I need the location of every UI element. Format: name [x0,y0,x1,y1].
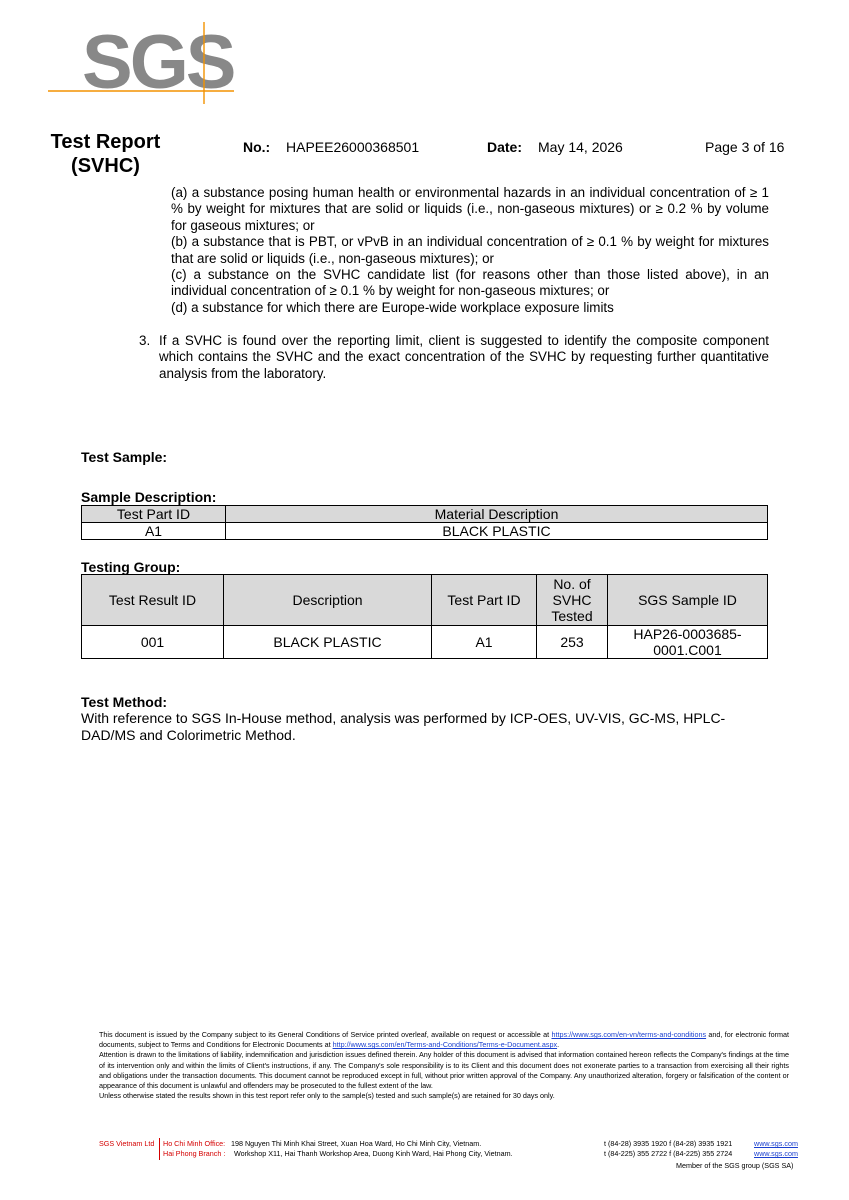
footer-paragraph-2: Attention is drawn to the limitations of liability, indemnification and jurisdiction issues defined therein. Any holder of this document is advised that information contained hereon reflects the Company's findings at the time of its intervention only and within the limits of Client's instructions, if any. The Company's sole responsibility is to its Client and this document does not exonerate parties to a transaction from exercising all their rights and obligations under the transaction documents. This document cannot be reproduced except in full, without prior written approval of the Company. Any unauthorized alteration, forgery or falsification of the content or appearance of this document is unlawful and offenders may be prosecuted to the fullest extent of the law. [99,1050,789,1091]
report-title [48,130,163,178]
table-header-row [82,506,768,523]
footer-company-name: SGS Vietnam Ltd [99,1139,155,1148]
cell-no-of-svhc-tested: 253 [537,626,608,659]
sample-description-table [81,505,768,540]
col-header-no-of-svhc-tested: No. of SVHC Tested [537,575,608,626]
footer-disclaimer [99,1030,789,1101]
hp-branch-label: Hai Phong Branch : [163,1149,226,1158]
testing-group-table [81,574,768,659]
cell-test-result-id: 001 [82,626,224,659]
hcm-office-address: 198 Nguyen Thi Minh Khai Street, Xuan Hoa Ward, Ho Chi Minh City, Vietnam. [231,1139,482,1148]
sgs-logo-text: SGS [82,22,234,104]
page-number: Page 3 of 16 [705,139,785,155]
cell-test-part-id: A1 [432,626,537,659]
col-header-description: Description [224,575,432,626]
hp-branch-address: Workshop X11, Hai Thanh Workshop Area, Duong Kinh Ward, Hai Phong City, Vietnam. [234,1149,513,1158]
criteria-c: (c) a substance on the SVHC candidate list (for reasons other than those listed above), in an individual concentration of ≥ 0.1 % by weight for non-gaseous mixtures; or [171,267,769,299]
date-label: Date: [487,139,523,155]
footer-divider [159,1138,160,1160]
report-no-label: No.: [243,139,271,155]
terms-and-conditions-link[interactable]: https://www.sgs.com/en-vn/terms-and-conditions [551,1030,707,1039]
cell-description: BLACK PLASTIC [224,626,432,659]
test-sample-heading: Test Sample: [81,449,168,465]
hp-branch-website-link[interactable]: www.sgs.com [754,1149,798,1158]
date-value: May 14, 2026 [538,139,623,155]
test-method-text: With reference to SGS In-House method, analysis was performed by ICP-OES, UV-VIS, GC-MS, HPLC-DAD/MS and Colorimetric Method. [81,710,726,743]
note3-number: 3. [139,333,151,348]
table-row [82,626,768,659]
hcm-office-phone: t (84-28) 3935 1920 f (84-28) 3935 1921 [604,1139,733,1148]
sample-description-heading: Sample Description: [81,489,217,505]
col-header-test-part-id: Test Part ID [82,506,226,523]
sgs-logo [48,22,234,104]
col-header-material-description: Material Description [226,506,768,523]
footer-text: This document is issued by the Company subject to its General Conditions of Service printed overleaf, available on request or accessible at [99,1030,552,1039]
cell-sgs-sample-id: HAP26-0003685-0001.C001 [608,626,768,659]
terms-e-document-link[interactable]: http://www.sgs.com/en/Terms-and-Conditions/Terms-e-Document.aspx [332,1040,558,1050]
col-header-sgs-sample-id: SGS Sample ID [608,575,768,626]
footer-text: . [557,1040,560,1050]
footer-text: and, for electronic format documents, subject to Terms and Conditions for Electronic Documents at [99,1030,789,1050]
cell-material-description: BLACK PLASTIC [226,523,768,540]
footer-paragraph-3: Unless otherwise stated the results shown in this test report refer only to the sample(s) tested and such sample(s) are retained for 30 days only. [99,1091,555,1101]
report-no-value: HAPEE26000368501 [286,139,420,155]
cell-test-part-id: A1 [82,523,226,540]
note3-text: If a SVHC is found over the reporting limit, client is suggested to identify the composite component which contains the SVHC and the exact concentration of the SVHC by requesting further quantitative analysis from the laboratory. [159,333,769,381]
col-header-test-part-id: Test Part ID [432,575,537,626]
report-title-line1: Test Report [50,131,161,153]
footer-paragraph-1 [99,1030,789,1050]
criteria-b: (b) a substance that is PBT, or vPvB in an individual concentration of ≥ 0.1 % by weight for mixtures that are solid or liquids (i.e., non-gaseous mixtures); or [171,234,769,266]
criteria-d: (d) a substance for which there are Europe-wide workplace exposure limits [171,299,614,315]
svhc-criteria-list [171,185,769,316]
test-method-heading: Test Method: [81,694,168,710]
report-title-line2: (SVHC) [71,155,140,177]
sgs-group-member-note: Member of the SGS group (SGS SA) [676,1161,794,1170]
hcm-office-label: Ho Chi Minh Office: [163,1139,226,1148]
hcm-office-website-link[interactable]: www.sgs.com [754,1139,798,1148]
testing-group-heading: Testing Group: [81,559,181,575]
table-header-row [82,575,768,626]
table-row [82,523,768,540]
criteria-a: (a) a substance posing human health or environmental hazards in an individual concentration of ≥ 1 % by weight for mixtures that are solid or liquids (i.e., non-gaseous mixtures) or ≥ 0.2 % by volume for gaseous mixtures; or [171,185,769,233]
hp-branch-phone: t (84-225) 355 2722 f (84-225) 355 2724 [604,1149,733,1158]
col-header-test-result-id: Test Result ID [82,575,224,626]
